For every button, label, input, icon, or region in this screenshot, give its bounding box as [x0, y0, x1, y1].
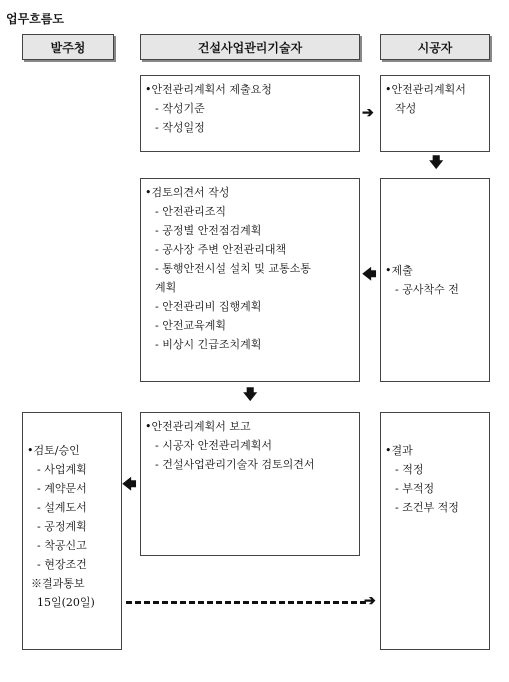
result-box [380, 412, 490, 650]
box-title: •안전관리계획서 [385, 83, 466, 96]
diagram-title: 업무흐름도 [6, 12, 64, 26]
list-item: - 안전교육계획 [155, 319, 226, 332]
submission-box [380, 178, 490, 382]
safety-plan-draft-box [380, 75, 490, 152]
result-notice-period: 15일(20일) [37, 596, 95, 609]
list-item: - 사업계획 [37, 463, 87, 476]
list-item: - 건설사업관리기술자 검토의견서 [155, 458, 315, 471]
list-item: - 부적정 [395, 482, 435, 495]
list-item: - 조건부 적정 [395, 501, 459, 514]
list-item: 계획 [155, 281, 177, 294]
list-item: - 작성일정 [155, 121, 205, 134]
list-item: - 공정별 안전점검계획 [155, 224, 262, 237]
list-item: - 계약문서 [37, 482, 87, 495]
safety-plan-report-box [140, 412, 360, 556]
arrow-left-icon: 🡄 [362, 267, 377, 283]
list-item: - 안전관리비 집행계획 [155, 300, 262, 313]
arrow-right-icon: ➔ [362, 105, 374, 121]
arrow-down-icon: 🡇 [243, 387, 258, 403]
arrow-down-icon: 🡇 [429, 155, 444, 171]
list-item: - 착공신고 [37, 539, 87, 552]
header-owner: 발주청 [22, 34, 114, 60]
box-title: •결과 [385, 444, 413, 457]
result-notice-note: ※결과통보 [31, 577, 85, 590]
safety-plan-request-box [140, 75, 360, 152]
list-item: - 현장조건 [37, 558, 87, 571]
box-title: •검토의견서 작성 [145, 186, 230, 199]
list-item: - 시공자 안전관리계획서 [155, 439, 272, 452]
review-approval-box [22, 412, 122, 650]
box-title: •안전관리계획서 보고 [145, 420, 251, 433]
list-item: - 통행안전시설 설치 및 교통소통 [155, 262, 311, 275]
review-opinion-box [140, 178, 360, 382]
list-item: - 작성기준 [155, 102, 205, 115]
dashed-connector-line [126, 601, 366, 604]
list-item: - 공정계획 [37, 520, 87, 533]
list-item: - 공사착수 전 [395, 283, 459, 296]
header-contractor: 시공자 [380, 34, 490, 60]
box-title: •제출 [385, 264, 413, 277]
list-item: - 비상시 긴급조치계획 [155, 338, 262, 351]
box-line: 작성 [395, 102, 417, 115]
arrow-right-icon: ➔ [364, 593, 376, 609]
list-item: - 안전관리조직 [155, 205, 226, 218]
arrow-left-icon: 🡄 [122, 477, 137, 493]
header-engineer: 건설사업관리기술자 [140, 34, 360, 60]
box-title: •검토/승인 [27, 444, 80, 457]
box-title: •안전관리계획서 제출요청 [145, 83, 272, 96]
list-item: - 공사장 주변 안전관리대책 [155, 243, 287, 256]
list-item: - 설계도서 [37, 501, 87, 514]
list-item: - 적정 [395, 463, 424, 476]
